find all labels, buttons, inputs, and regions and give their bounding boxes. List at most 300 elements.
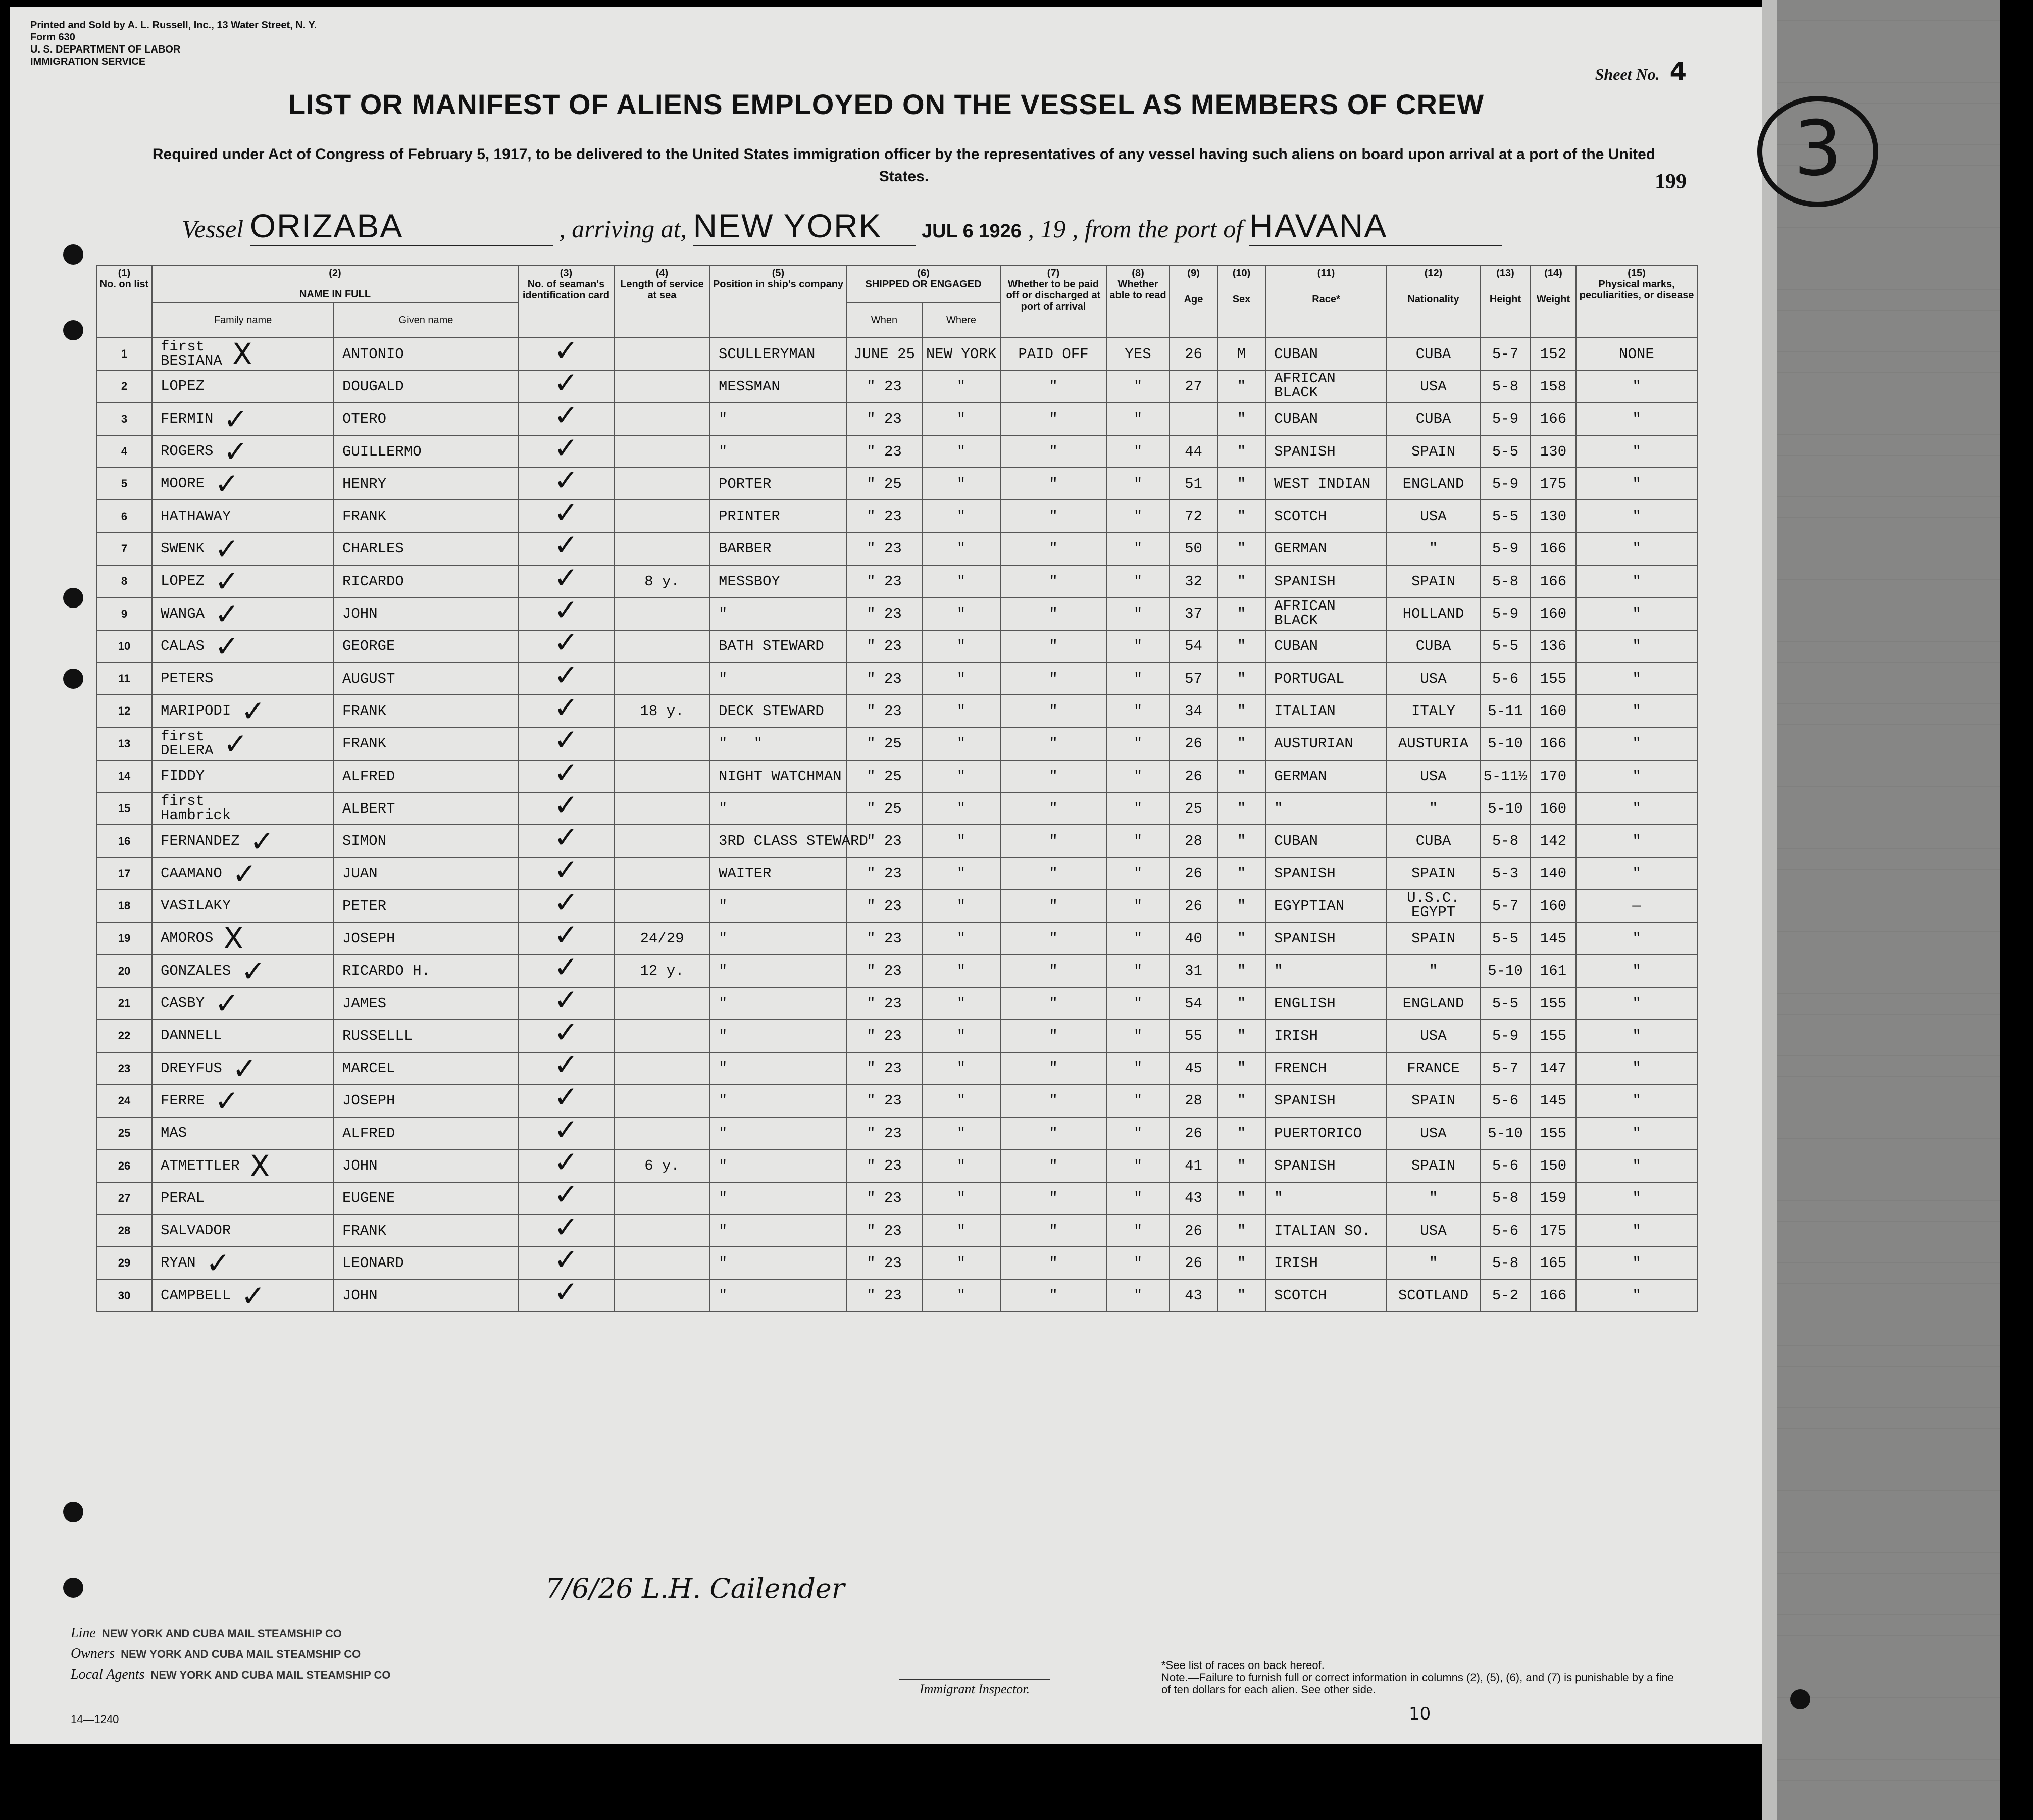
cell-weight bbox=[1531, 1020, 1576, 1052]
cell-position bbox=[710, 630, 846, 663]
no-value: 19 bbox=[118, 932, 131, 945]
cell-marks bbox=[1576, 370, 1697, 402]
cell-no bbox=[96, 1085, 152, 1117]
paid-value: " bbox=[1049, 638, 1058, 655]
race-value: " bbox=[1274, 800, 1283, 817]
cell-nat bbox=[1387, 370, 1480, 402]
family-name: SWENK bbox=[161, 540, 205, 557]
cell-weight bbox=[1531, 1182, 1576, 1215]
height-value: 5-9 bbox=[1492, 1027, 1519, 1044]
cell-read bbox=[1106, 500, 1170, 532]
when-value: " 23 bbox=[867, 1222, 902, 1239]
cell-sex bbox=[1217, 435, 1265, 468]
cell-race bbox=[1265, 1149, 1387, 1182]
cell-when bbox=[846, 1117, 922, 1149]
marks-value: " bbox=[1632, 1254, 1641, 1272]
cell-when bbox=[846, 890, 922, 922]
cell-paid bbox=[1000, 987, 1106, 1020]
cell-family bbox=[152, 922, 334, 954]
col-race: (11) Race* bbox=[1265, 265, 1387, 338]
from-port-label: , from the port of bbox=[1072, 215, 1243, 243]
col-marks: (15) Physical marks, peculiarities, or disease bbox=[1576, 265, 1697, 338]
read-value: " bbox=[1133, 1092, 1143, 1109]
where-value: " bbox=[956, 1254, 966, 1272]
cell-nat bbox=[1387, 728, 1480, 760]
cell-given bbox=[334, 338, 518, 370]
cell-no bbox=[96, 760, 152, 792]
where-value: " bbox=[956, 1287, 966, 1304]
table-row bbox=[96, 857, 1697, 890]
cell-age bbox=[1170, 695, 1217, 727]
age-value: 26 bbox=[1185, 1254, 1202, 1272]
cell-height bbox=[1480, 663, 1531, 695]
cell-where bbox=[922, 1215, 1000, 1247]
table-row bbox=[96, 760, 1697, 792]
cell-age bbox=[1170, 663, 1217, 695]
cell-length bbox=[614, 922, 710, 954]
cell-weight bbox=[1531, 792, 1576, 825]
cell-weight bbox=[1531, 663, 1576, 695]
cell-age bbox=[1170, 922, 1217, 954]
height-value: 5-10 bbox=[1488, 800, 1523, 817]
cell-no bbox=[96, 597, 152, 630]
read-value: YES bbox=[1125, 345, 1151, 363]
when-value: " 23 bbox=[867, 1027, 902, 1044]
table-row bbox=[96, 922, 1697, 954]
weight-value: 147 bbox=[1540, 1060, 1567, 1077]
cell-weight bbox=[1531, 468, 1576, 500]
cell-sex bbox=[1217, 890, 1265, 922]
cell-nat bbox=[1387, 890, 1480, 922]
cell-where bbox=[922, 468, 1000, 500]
family-name: DREYFUS bbox=[161, 1059, 222, 1077]
cell-read bbox=[1106, 857, 1170, 890]
cell-length bbox=[614, 728, 710, 760]
cell-sex bbox=[1217, 663, 1265, 695]
no-value: 21 bbox=[118, 997, 131, 1010]
paid-value: " bbox=[1049, 1027, 1058, 1044]
punch-hole bbox=[63, 1502, 83, 1522]
weight-value: 166 bbox=[1540, 573, 1567, 590]
read-value: " bbox=[1133, 735, 1143, 752]
paid-value: " bbox=[1049, 1125, 1058, 1142]
cell-where bbox=[922, 792, 1000, 825]
race-value: SCOTCH bbox=[1274, 508, 1327, 525]
cell-given bbox=[334, 760, 518, 792]
sex-value: " bbox=[1237, 638, 1246, 655]
cell-paid bbox=[1000, 1085, 1106, 1117]
cell-weight bbox=[1531, 728, 1576, 760]
cell-sex bbox=[1217, 1182, 1265, 1215]
cell-nat bbox=[1387, 435, 1480, 468]
cell-race bbox=[1265, 435, 1387, 468]
cell-paid bbox=[1000, 597, 1106, 630]
family-name: FERNANDEZ bbox=[161, 832, 240, 849]
sex-value: " bbox=[1237, 411, 1246, 428]
marks-value: " bbox=[1632, 800, 1641, 817]
col-nationality: (12) Nationality bbox=[1387, 265, 1480, 338]
cell-sex bbox=[1217, 403, 1265, 435]
cell-marks bbox=[1576, 1020, 1697, 1052]
marks-value: " bbox=[1632, 1092, 1641, 1109]
col-weight: (14) Weight bbox=[1531, 265, 1576, 338]
cell-height bbox=[1480, 825, 1531, 857]
cell-when bbox=[846, 1182, 922, 1215]
adjacent-page-edge bbox=[1762, 0, 2000, 1820]
form-code: 14—1240 bbox=[71, 1713, 119, 1726]
cell-marks bbox=[1576, 1182, 1697, 1215]
where-value: " bbox=[956, 443, 966, 460]
table-row bbox=[96, 1280, 1697, 1312]
cell-no bbox=[96, 500, 152, 532]
height-value: 5-8 bbox=[1492, 573, 1519, 590]
cell-family bbox=[152, 955, 334, 987]
card-value: ✓ bbox=[553, 1112, 579, 1147]
where-value: " bbox=[956, 833, 966, 850]
given-value: DOUGALD bbox=[342, 378, 404, 395]
nat-value: CUBA bbox=[1415, 638, 1451, 655]
cell-family bbox=[152, 533, 334, 565]
where-value: " bbox=[956, 540, 966, 558]
cell-height bbox=[1480, 1052, 1531, 1085]
cell-position bbox=[710, 1117, 846, 1149]
cell-age bbox=[1170, 760, 1217, 792]
cell-marks bbox=[1576, 500, 1697, 532]
cell-paid bbox=[1000, 435, 1106, 468]
weight-value: 166 bbox=[1540, 735, 1567, 752]
nat-value: SPAIN bbox=[1411, 930, 1456, 947]
cell-card bbox=[518, 1275, 614, 1312]
marks-value: " bbox=[1632, 1287, 1641, 1304]
family-name: LOPEZ bbox=[161, 378, 205, 395]
race-value: SPANISH bbox=[1274, 1092, 1336, 1109]
cell-marks bbox=[1576, 435, 1697, 468]
cell-no bbox=[96, 565, 152, 597]
nat-value: " bbox=[1429, 1254, 1438, 1272]
cell-sex bbox=[1217, 1247, 1265, 1279]
cell-sex bbox=[1217, 955, 1265, 987]
weight-value: 145 bbox=[1540, 1092, 1567, 1109]
paid-value: " bbox=[1049, 865, 1058, 882]
cell-position bbox=[710, 1247, 846, 1279]
weight-value: 165 bbox=[1540, 1254, 1567, 1272]
cell-marks bbox=[1576, 630, 1697, 663]
where-value: " bbox=[956, 411, 966, 428]
race-value: SPANISH bbox=[1274, 443, 1336, 460]
position-value: " bbox=[719, 930, 728, 947]
cell-length bbox=[614, 468, 710, 500]
cell-age bbox=[1170, 1280, 1217, 1312]
nat-value: USA bbox=[1420, 508, 1447, 525]
no-value: 3 bbox=[121, 412, 128, 425]
cell-length bbox=[614, 792, 710, 825]
age-value: 54 bbox=[1185, 638, 1202, 655]
cell-weight bbox=[1531, 500, 1576, 532]
cell-race bbox=[1265, 1215, 1387, 1247]
cell-sex bbox=[1217, 1117, 1265, 1149]
paid-value: " bbox=[1049, 702, 1058, 720]
read-value: " bbox=[1133, 963, 1143, 980]
where-value: " bbox=[956, 508, 966, 525]
cell-position bbox=[710, 565, 846, 597]
cell-given bbox=[334, 533, 518, 565]
position-value: " bbox=[719, 1027, 728, 1044]
sex-value: " bbox=[1237, 930, 1246, 947]
table-row bbox=[96, 435, 1697, 468]
cell-height bbox=[1480, 338, 1531, 370]
given-value: MARCEL bbox=[342, 1060, 395, 1077]
cell-where bbox=[922, 1085, 1000, 1117]
cell-where bbox=[922, 922, 1000, 954]
when-value: " 23 bbox=[867, 443, 902, 460]
no-value: 12 bbox=[118, 704, 131, 718]
printer-line: Printed and Sold by A. L. Russell, Inc., 13 Water Street, N. Y. bbox=[30, 20, 317, 31]
cell-family bbox=[152, 663, 334, 695]
cell-marks bbox=[1576, 565, 1697, 597]
card-value: ✓ bbox=[553, 1177, 579, 1212]
sex-value: " bbox=[1237, 833, 1246, 850]
table-row bbox=[96, 1247, 1697, 1279]
cell-height bbox=[1480, 955, 1531, 987]
marks-value: " bbox=[1632, 930, 1641, 947]
sex-value: " bbox=[1237, 1222, 1246, 1239]
where-value: " bbox=[956, 735, 966, 752]
position-value: DECK STEWARD bbox=[719, 702, 824, 720]
cell-paid bbox=[1000, 1280, 1106, 1312]
table-row bbox=[96, 1149, 1697, 1182]
where-value: " bbox=[956, 605, 966, 623]
weight-value: 158 bbox=[1540, 378, 1567, 395]
where-value: " bbox=[956, 475, 966, 492]
cell-where bbox=[922, 338, 1000, 370]
given-value: GUILLERMO bbox=[342, 443, 422, 460]
family-name: VASILAKY bbox=[161, 897, 231, 915]
sheet-number-value: 4 bbox=[1669, 58, 1687, 86]
weight-value: 152 bbox=[1540, 345, 1567, 363]
printer-imprint bbox=[30, 19, 317, 68]
punch-hole bbox=[63, 588, 83, 608]
check-mark-icon: X bbox=[249, 1148, 270, 1183]
table-row bbox=[96, 663, 1697, 695]
cell-read bbox=[1106, 403, 1170, 435]
position-value: WAITER bbox=[719, 865, 772, 882]
cell-when bbox=[846, 792, 922, 825]
cell-nat bbox=[1387, 565, 1480, 597]
card-value: ✓ bbox=[553, 593, 579, 628]
cell-height bbox=[1480, 857, 1531, 890]
cell-when bbox=[846, 1085, 922, 1117]
where-value: NEW YORK bbox=[926, 345, 997, 363]
cell-sex bbox=[1217, 1280, 1265, 1312]
cell-weight bbox=[1531, 1052, 1576, 1085]
cell-age bbox=[1170, 500, 1217, 532]
marks-value: " bbox=[1632, 995, 1641, 1012]
nat-value: " bbox=[1429, 1190, 1438, 1207]
cell-family bbox=[152, 1117, 334, 1149]
cell-weight bbox=[1531, 403, 1576, 435]
sex-value: " bbox=[1237, 1157, 1246, 1175]
cell-height bbox=[1480, 435, 1531, 468]
where-value: " bbox=[956, 1157, 966, 1175]
weight-value: 130 bbox=[1540, 508, 1567, 525]
sheet-number-label: Sheet No. bbox=[1595, 65, 1660, 83]
weight-value: 170 bbox=[1540, 768, 1567, 785]
cell-race bbox=[1265, 1247, 1387, 1279]
read-value: " bbox=[1133, 670, 1143, 687]
cell-family bbox=[152, 1247, 334, 1279]
cell-no bbox=[96, 338, 152, 370]
cell-paid bbox=[1000, 370, 1106, 402]
when-value: " 23 bbox=[867, 378, 902, 395]
race-value: SPANISH bbox=[1274, 930, 1336, 947]
service-name: IMMIGRATION SERVICE bbox=[30, 56, 146, 67]
position-value: NIGHT WATCHMAN bbox=[719, 768, 842, 785]
cell-age bbox=[1170, 1215, 1217, 1247]
height-value: 5-9 bbox=[1492, 411, 1519, 428]
card-value: ✓ bbox=[553, 1047, 579, 1082]
cell-marks bbox=[1576, 663, 1697, 695]
cell-age bbox=[1170, 825, 1217, 857]
cell-weight bbox=[1531, 1149, 1576, 1182]
position-value: " bbox=[719, 1222, 728, 1239]
cell-position bbox=[710, 403, 846, 435]
cell-given bbox=[334, 500, 518, 532]
cell-given bbox=[334, 1182, 518, 1215]
table-row bbox=[96, 370, 1697, 402]
cell-family bbox=[152, 728, 334, 760]
cell-nat bbox=[1387, 597, 1480, 630]
cell-no bbox=[96, 1117, 152, 1149]
departure-port: HAVANA bbox=[1249, 207, 1502, 246]
family-name: WANGA bbox=[161, 605, 205, 622]
sex-value: " bbox=[1237, 1287, 1246, 1304]
cell-nat bbox=[1387, 403, 1480, 435]
document-subtitle: Required under Act of Congress of February 5, 1917, to be delivered to the United States immigration officer by the representatives of any vessel having such aliens on board upon arrival at a port of the United States. bbox=[152, 146, 1656, 185]
crew-table bbox=[96, 265, 1698, 1312]
paid-value: " bbox=[1049, 1157, 1058, 1175]
cell-sex bbox=[1217, 565, 1265, 597]
read-value: " bbox=[1133, 1125, 1143, 1142]
cell-age bbox=[1170, 338, 1217, 370]
cell-when bbox=[846, 370, 922, 402]
no-value: 5 bbox=[121, 477, 128, 490]
table-row bbox=[96, 1215, 1697, 1247]
punch-hole bbox=[63, 1578, 83, 1598]
when-value: " 23 bbox=[867, 963, 902, 980]
race-value: WEST INDIAN bbox=[1274, 475, 1371, 492]
given-value: EUGENE bbox=[342, 1190, 395, 1207]
no-value: 11 bbox=[118, 672, 130, 685]
nat-value: U.S.C. EGYPT bbox=[1407, 890, 1460, 921]
cell-position bbox=[710, 500, 846, 532]
sex-value: " bbox=[1237, 475, 1246, 492]
cell-sex bbox=[1217, 1149, 1265, 1182]
given-value: FRANK bbox=[342, 1222, 387, 1239]
height-value: 5-8 bbox=[1492, 833, 1519, 850]
cell-sex bbox=[1217, 370, 1265, 402]
card-value: ✓ bbox=[553, 1209, 579, 1244]
height-value: 5-5 bbox=[1492, 930, 1519, 947]
cell-family bbox=[152, 1280, 334, 1312]
marks-value: " bbox=[1632, 443, 1641, 460]
given-value: ALBERT bbox=[342, 800, 395, 817]
cell-sex bbox=[1217, 728, 1265, 760]
check-mark-icon: ✓ bbox=[232, 1051, 257, 1086]
age-value: 28 bbox=[1185, 833, 1202, 850]
cell-race bbox=[1265, 857, 1387, 890]
marks-value: " bbox=[1632, 833, 1641, 850]
cell-race bbox=[1265, 500, 1387, 532]
card-value: ✓ bbox=[553, 430, 579, 465]
given-value: JOHN bbox=[342, 1287, 378, 1304]
when-value: " 23 bbox=[867, 1092, 902, 1109]
cell-nat bbox=[1387, 1182, 1480, 1215]
cell-nat bbox=[1387, 338, 1480, 370]
cell-paid bbox=[1000, 403, 1106, 435]
table-row bbox=[96, 1182, 1697, 1215]
no-value: 18 bbox=[118, 899, 131, 913]
no-value: 20 bbox=[118, 964, 131, 977]
cell-age bbox=[1170, 630, 1217, 663]
paid-value: " bbox=[1049, 443, 1058, 460]
no-value: 6 bbox=[121, 510, 128, 523]
cell-marks bbox=[1576, 597, 1697, 630]
read-value: " bbox=[1133, 897, 1143, 915]
sex-value: " bbox=[1237, 800, 1246, 817]
height-value: 5-3 bbox=[1492, 865, 1519, 882]
age-value: 55 bbox=[1185, 1027, 1202, 1044]
cell-marks bbox=[1576, 1149, 1697, 1182]
table-row bbox=[96, 565, 1697, 597]
paid-value: " bbox=[1049, 411, 1058, 428]
cell-marks bbox=[1576, 825, 1697, 857]
cell-family bbox=[152, 1085, 334, 1117]
table-row bbox=[96, 955, 1697, 987]
family-name: SALVADOR bbox=[161, 1222, 231, 1239]
where-value: " bbox=[956, 1060, 966, 1077]
cell-where bbox=[922, 597, 1000, 630]
cell-weight bbox=[1531, 630, 1576, 663]
cell-height bbox=[1480, 1020, 1531, 1052]
when-value: " 23 bbox=[867, 573, 902, 590]
when-value: " 25 bbox=[867, 800, 902, 817]
cell-race bbox=[1265, 792, 1387, 825]
height-value: 5-5 bbox=[1492, 443, 1519, 460]
cell-when bbox=[846, 630, 922, 663]
cell-paid bbox=[1000, 728, 1106, 760]
table-row bbox=[96, 338, 1697, 370]
no-value: 14 bbox=[118, 770, 131, 782]
when-value: " 23 bbox=[867, 670, 902, 687]
cell-when bbox=[846, 403, 922, 435]
paid-value: " bbox=[1049, 475, 1058, 492]
card-value: ✓ bbox=[553, 820, 579, 855]
height-value: 5-5 bbox=[1492, 638, 1519, 655]
position-value: " bbox=[719, 963, 728, 980]
cell-family bbox=[152, 890, 334, 922]
race-value: GERMAN bbox=[1274, 540, 1327, 558]
given-value: OTERO bbox=[342, 411, 387, 428]
where-value: " bbox=[956, 1125, 966, 1142]
age-value: 25 bbox=[1185, 800, 1202, 817]
cell-age bbox=[1170, 565, 1217, 597]
cell-when bbox=[846, 500, 922, 532]
age-value: 26 bbox=[1185, 768, 1202, 785]
cell-length bbox=[614, 597, 710, 630]
age-value: 43 bbox=[1185, 1287, 1202, 1304]
given-value: JOSEPH bbox=[342, 1092, 395, 1109]
cell-where bbox=[922, 857, 1000, 890]
